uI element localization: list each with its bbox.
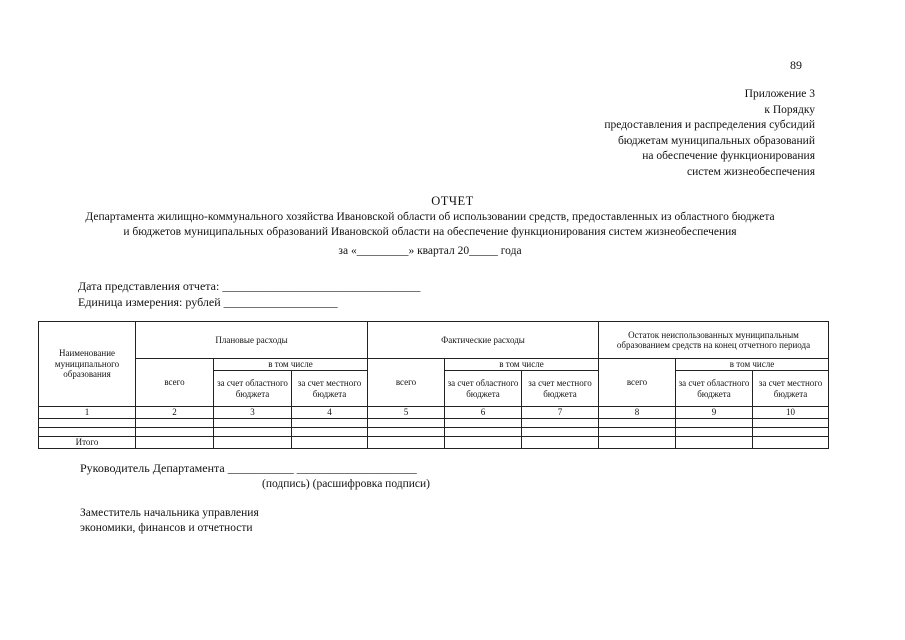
- appendix-line: бюджетам муниципальных образований: [617, 134, 815, 147]
- signature-caption: (подпись) (расшифровка подписи): [262, 478, 431, 490]
- table-row: [39, 418, 829, 427]
- deputy-line: экономики, финансов и отчетности: [80, 522, 253, 534]
- report-table: [38, 321, 829, 449]
- subtitle-line: Департамента жилищно-коммунального хозяйства Ивановской области об использовании средств, предоставленных из областного бюджета: [85, 211, 775, 223]
- column-number: 9: [676, 407, 753, 419]
- appendix-line: на обеспечение функционирования: [642, 150, 815, 162]
- header-including: в том числе: [445, 359, 599, 371]
- column-number: 5: [368, 407, 445, 419]
- column-number: 7: [522, 407, 599, 419]
- header-planned: Плановые расходы: [136, 322, 368, 359]
- report-date-field: Дата представления отчета: _________________________________: [78, 279, 421, 293]
- document-subtitle: [0, 210, 860, 240]
- total-row: [39, 436, 829, 448]
- table-row: [39, 427, 829, 436]
- appendix-line: предоставления и распределения субсидий: [604, 119, 815, 131]
- subtitle-line: и бюджетов муниципальных образований Ивановской области на обеспечение функционирования систем жизнеобеспечения: [123, 226, 737, 238]
- report-period: за «_________» квартал 20_____ года: [338, 245, 522, 257]
- unit-field: Единица измерения: рублей ___________________: [78, 295, 338, 309]
- header-municipality: Наименование муниципального образования: [39, 322, 136, 407]
- header-remainder: Остаток неиспользованных муниципальным образованием средств на конец отчетного периода: [599, 322, 829, 359]
- header-total: всего: [368, 359, 445, 407]
- column-number: 2: [136, 407, 214, 419]
- deputy-line: Заместитель начальника управления: [80, 507, 259, 519]
- column-number: 6: [445, 407, 522, 419]
- deputy-block: [80, 506, 259, 536]
- signature-line: Руководитель Департамента ___________ ____________________: [80, 461, 417, 475]
- appendix-line: Приложение 3: [744, 88, 815, 100]
- total-row-label: Итого: [39, 436, 136, 448]
- column-numbers-row: [39, 407, 829, 419]
- appendix-line: к Порядку: [764, 103, 815, 116]
- header-including: в том числе: [676, 359, 829, 371]
- header-including: в том числе: [214, 359, 368, 371]
- appendix-line: систем жизнеобеспечения: [687, 165, 815, 178]
- column-number: 8: [599, 407, 676, 419]
- header-regional: за счет областного бюджета: [214, 371, 292, 407]
- document-title: ОТЧЕТ: [431, 194, 474, 208]
- header-total: всего: [136, 359, 214, 407]
- page-number: 89: [790, 58, 802, 72]
- column-number: 10: [753, 407, 829, 419]
- header-total: всего: [599, 359, 676, 407]
- column-number: 4: [292, 407, 368, 419]
- appendix-note: [604, 87, 815, 180]
- column-number: 1: [39, 407, 136, 419]
- header-local: за счет местного бюджета: [753, 371, 829, 407]
- header-local: за счет местного бюджета: [292, 371, 368, 407]
- header-regional: за счет областного бюджета: [445, 371, 522, 407]
- header-regional: за счет областного бюджета: [676, 371, 753, 407]
- column-number: 3: [214, 407, 292, 419]
- header-local: за счет местного бюджета: [522, 371, 599, 407]
- header-actual: Фактические расходы: [368, 322, 599, 359]
